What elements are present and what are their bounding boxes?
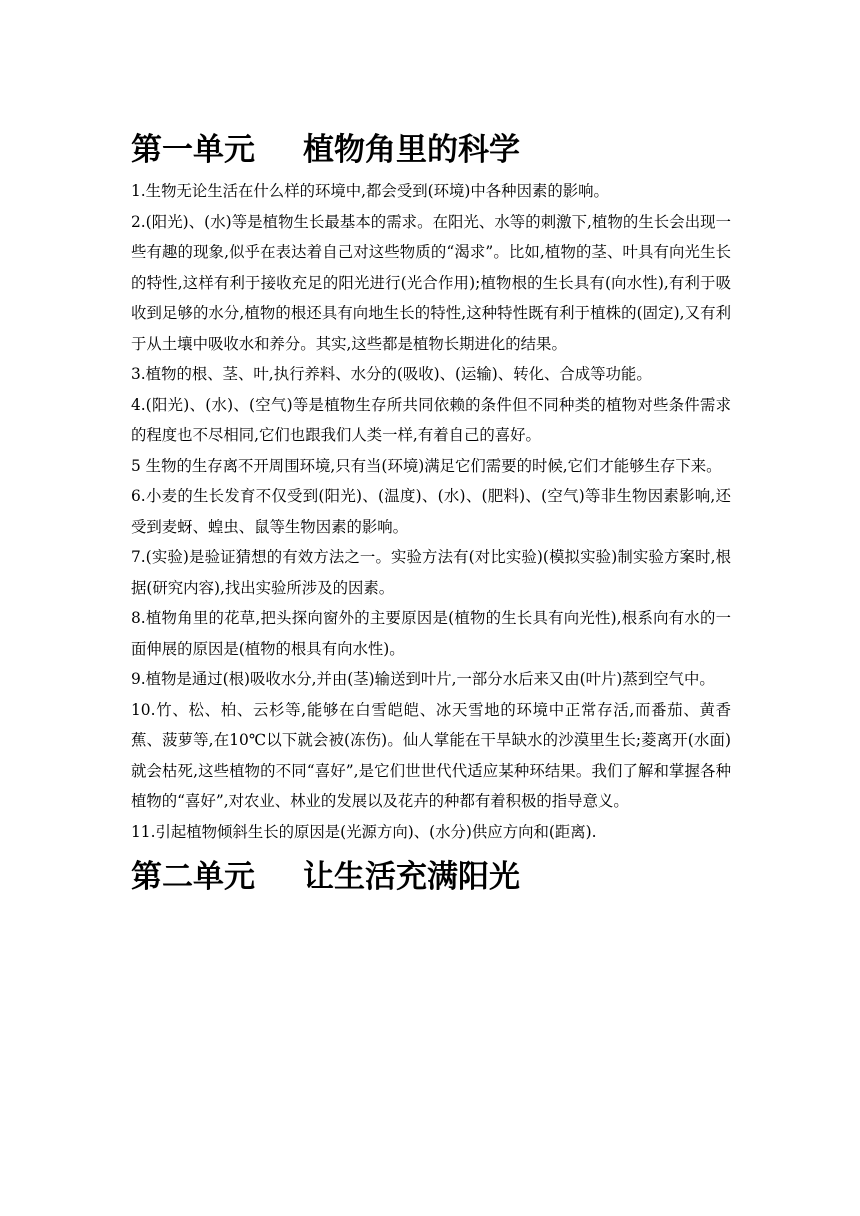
list-item-1: 1.生物无论生活在什么样的环境中,都会受到(环境)中各种因素的影响。 [131, 182, 609, 200]
document-content [131, 128, 731, 899]
list-item-9: 9.植物是通过(根)吸收水分,并由(茎)输送到叶片,一部分水后来又由(叶片)蒸到空气中。 [131, 670, 715, 688]
list-item-5: 5 生物的生存离不开周围环境,只有当(环境)满足它们需要的时候,它们才能够生存下来。 [131, 456, 722, 475]
unit-2-number: 第二单元 [131, 859, 255, 895]
list-item-4: 4.(阳光)、(水)、(空气)等是植物生存所共同依赖的条件但不同种类的植物对些条件需求的程度也不尽相同,它们也跟我们人类一样,有着自己的喜好。 [131, 395, 731, 444]
list-item-6: 6.小麦的生长发育不仅受到(阳光)、(温度)、(水)、(肥料)、(空气)等非生物因素影响,还受到麦蚜、蝗虫、鼠等生物因素的影响。 [131, 487, 731, 536]
unit-1-heading [131, 128, 731, 172]
list-item-8: 8.植物角里的花草,把头探向窗外的主要原因是(植物的生长具有向光性),根系向有水的一面伸展的原因是(植物的根具有向水性)。 [131, 609, 731, 658]
list-item-11: 11.引起植物倾斜生长的原因是(光源方向)、(水分)供应方向和(距离). [131, 822, 597, 841]
unit-1-number: 第一单元 [131, 132, 255, 168]
unit-1-title: 植物角里的科学 [303, 132, 520, 168]
list-item-7: 7.(实验)是验证猜想的有效方法之一。实验方法有(对比实验)(模拟实验)制实验方案时,根据(研究内容),找出实验所涉及的因素。 [131, 548, 731, 597]
unit-2-heading [131, 855, 731, 899]
list-item-2: 2.(阳光)、(水)等是植物生长最基本的需求。在阳光、水等的刺激下,植物的生长会出现一些有趣的现象,似乎在表达着自己对这些物质的“渴求”。比如,植物的茎、叶具有向光生长的特性,这样有利于接收充足的阳光进行(光合作用);植物根的生长具有(向水性),有利于吸收到足够的水分,植物的根还具有向地生长的特性,这种特性既有利于植株的(固定),又有利于从土壤中吸收水和养分。其实,这些都是植物长期进化的结果。 [131, 212, 731, 353]
unit-2-title: 让生活充满阳光 [303, 859, 520, 895]
list-item-10: 10.竹、松、柏、云杉等,能够在白雪皑皑、冰天雪地的环境中正常存活,而番茄、黄香蕉、菠萝等,在10℃以下就会被(冻伤)。仙人掌能在干旱缺水的沙漠里生长;菱离开(水面)就会枯死,这些植物的不同“喜好”,是它们世世代代适应某种环结果。我们了解和掌握各种植物的“喜好”,对农业、林业的发展以及花卉的种都有着积极的指导意义。 [131, 700, 731, 810]
list-item-3: 3.植物的根、茎、叶,执行养料、水分的(吸收)、(运输)、转化、合成等功能。 [131, 365, 652, 383]
